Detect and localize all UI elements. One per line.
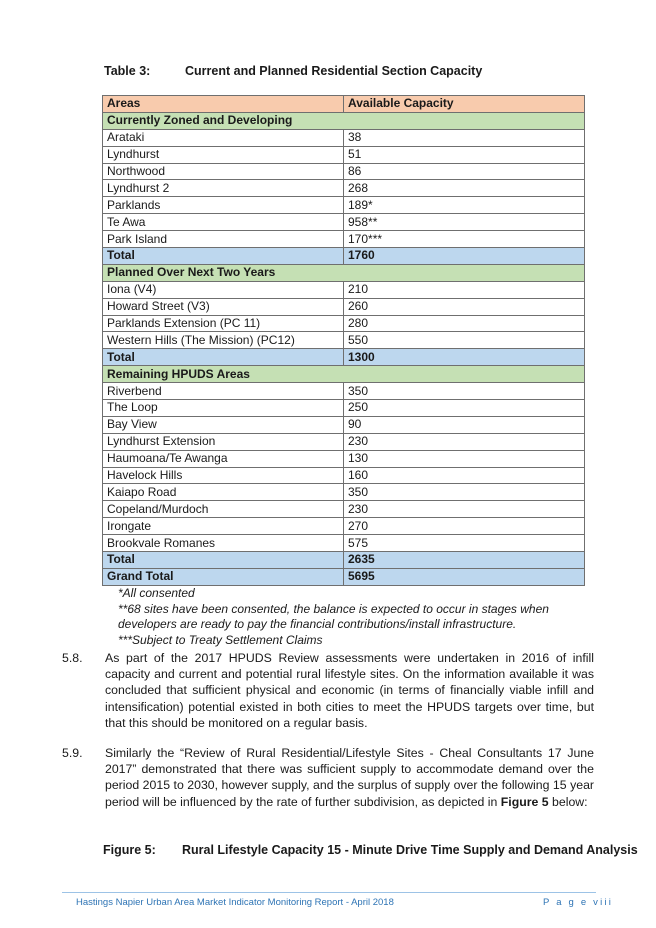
capacity-cell: 51 (344, 146, 585, 163)
capacity-cell: 268 (344, 180, 585, 197)
table-row (103, 518, 585, 535)
paragraph-5-8-number: 5.8. (62, 651, 83, 665)
area-cell: Western Hills (The Mission) (PC12) (103, 332, 344, 349)
capacity-cell: 270 (344, 518, 585, 535)
total-label: Total (103, 349, 344, 366)
table-row (103, 416, 585, 433)
note-treaty-settlement: ***Subject to Treaty Settlement Claims (118, 632, 323, 647)
table-row (103, 383, 585, 400)
capacity-cell: 230 (344, 433, 585, 450)
grand-total-row (103, 568, 585, 585)
header-available-capacity: Available Capacity (344, 96, 585, 113)
table-row (103, 501, 585, 518)
area-cell: Parklands (103, 197, 344, 214)
capacity-table (102, 95, 585, 586)
table-row (103, 146, 585, 163)
area-cell: Te Awa (103, 214, 344, 231)
area-cell: Havelock Hills (103, 467, 344, 484)
table-row (103, 332, 585, 349)
table-row (103, 450, 585, 467)
total-value: 2635 (344, 552, 585, 569)
paragraph-5-9-number: 5.9. (62, 746, 83, 760)
capacity-cell: 210 (344, 281, 585, 298)
total-value: 1300 (344, 349, 585, 366)
figure-caption-label: Figure 5: (103, 843, 156, 857)
section-header-row (103, 264, 585, 281)
footer-report-title: Hastings Napier Urban Area Market Indicator Monitoring Report - April 2018 (76, 897, 394, 908)
grand-total-label: Grand Total (103, 568, 344, 585)
capacity-cell: 230 (344, 501, 585, 518)
table-caption-label: Table 3: (104, 64, 151, 78)
area-cell: Parklands Extension (PC 11) (103, 315, 344, 332)
area-cell: Iona (V4) (103, 281, 344, 298)
capacity-cell: 160 (344, 467, 585, 484)
capacity-cell: 550 (344, 332, 585, 349)
table-row (103, 231, 585, 248)
table-row (103, 180, 585, 197)
area-cell: Northwood (103, 163, 344, 180)
capacity-cell: 350 (344, 383, 585, 400)
section-title: Currently Zoned and Developing (103, 112, 585, 129)
table-row (103, 315, 585, 332)
area-cell: Irongate (103, 518, 344, 535)
grand-total-value: 5695 (344, 568, 585, 585)
section-title: Planned Over Next Two Years (103, 264, 585, 281)
total-value: 1760 (344, 248, 585, 265)
area-cell: Arataki (103, 129, 344, 146)
paragraph-5-8-text: As part of the 2017 HPUDS Review assessments were undertaken in 2016 of infill capacity and current and potential rural lifestyle sites. On the information available it was concluded that sufficient physical and economic (in terms of financially viable infill and intensification) potential existed in both cities to meet the HPUDS targets over time, but that this should be monitored on a regular basis. (105, 651, 594, 730)
capacity-cell: 575 (344, 535, 585, 552)
capacity-cell: 86 (344, 163, 585, 180)
table-row (103, 400, 585, 417)
area-cell: Haumoana/Te Awanga (103, 450, 344, 467)
table-row (103, 433, 585, 450)
total-row (103, 248, 585, 265)
table-row (103, 129, 585, 146)
total-row (103, 349, 585, 366)
paragraph-5-9-text-after: below: (548, 794, 588, 809)
table-notes (118, 586, 596, 648)
capacity-cell: 170*** (344, 231, 585, 248)
capacity-cell: 280 (344, 315, 585, 332)
capacity-table-body (103, 96, 585, 586)
footer-divider (62, 892, 596, 893)
capacity-cell: 38 (344, 129, 585, 146)
table-row (103, 163, 585, 180)
area-cell: Lyndhurst (103, 146, 344, 163)
section-header-row (103, 366, 585, 383)
area-cell: Copeland/Murdoch (103, 501, 344, 518)
capacity-cell: 260 (344, 298, 585, 315)
capacity-cell: 958** (344, 214, 585, 231)
footer-page-number: P a g e viii (543, 897, 614, 908)
section-title: Remaining HPUDS Areas (103, 366, 585, 383)
area-cell: Riverbend (103, 383, 344, 400)
header-areas: Areas (103, 96, 344, 113)
total-label: Total (103, 248, 344, 265)
area-cell: Howard Street (V3) (103, 298, 344, 315)
note-all-consented: *All consented (118, 586, 195, 600)
capacity-cell: 350 (344, 484, 585, 501)
capacity-cell: 130 (344, 450, 585, 467)
area-cell: The Loop (103, 400, 344, 417)
section-header-row (103, 112, 585, 129)
area-cell: Brookvale Romanes (103, 535, 344, 552)
table-row (103, 281, 585, 298)
table-caption-title: Current and Planned Residential Section Capacity (185, 64, 483, 78)
total-label: Total (103, 552, 344, 569)
table-header-row (103, 96, 585, 113)
table-row (103, 535, 585, 552)
capacity-cell: 189* (344, 197, 585, 214)
table-row (103, 197, 585, 214)
area-cell: Kaiapo Road (103, 484, 344, 501)
table-row (103, 484, 585, 501)
total-row (103, 552, 585, 569)
area-cell: Park Island (103, 231, 344, 248)
table-row (103, 214, 585, 231)
figure-caption-title: Rural Lifestyle Capacity 15 - Minute Drive Time Supply and Demand Analysis (182, 843, 638, 857)
area-cell: Lyndhurst Extension (103, 433, 344, 450)
table-row (103, 467, 585, 484)
note-sites-consented: **68 sites have been consented, the balance is expected to occur in stages when developers are ready to pay the financial contributions/install infrastructure. (118, 601, 549, 632)
paragraph-5-9-text-before: Similarly the “Review of Rural Residential/Lifestyle Sites - Cheal Consultants 17 June 2017” demonstrated that there was sufficient supply to accommodate demand over the period 2015 to 2030, however supply, and the surplus of supply over the following 15 year period will be influenced by the rate of further subdivision, as depicted in (105, 746, 594, 809)
table-row (103, 298, 585, 315)
area-cell: Bay View (103, 416, 344, 433)
area-cell: Lyndhurst 2 (103, 180, 344, 197)
paragraph-5-9-text (105, 745, 594, 810)
figure-5-reference: Figure 5 (500, 794, 549, 809)
capacity-cell: 90 (344, 416, 585, 433)
capacity-cell: 250 (344, 400, 585, 417)
